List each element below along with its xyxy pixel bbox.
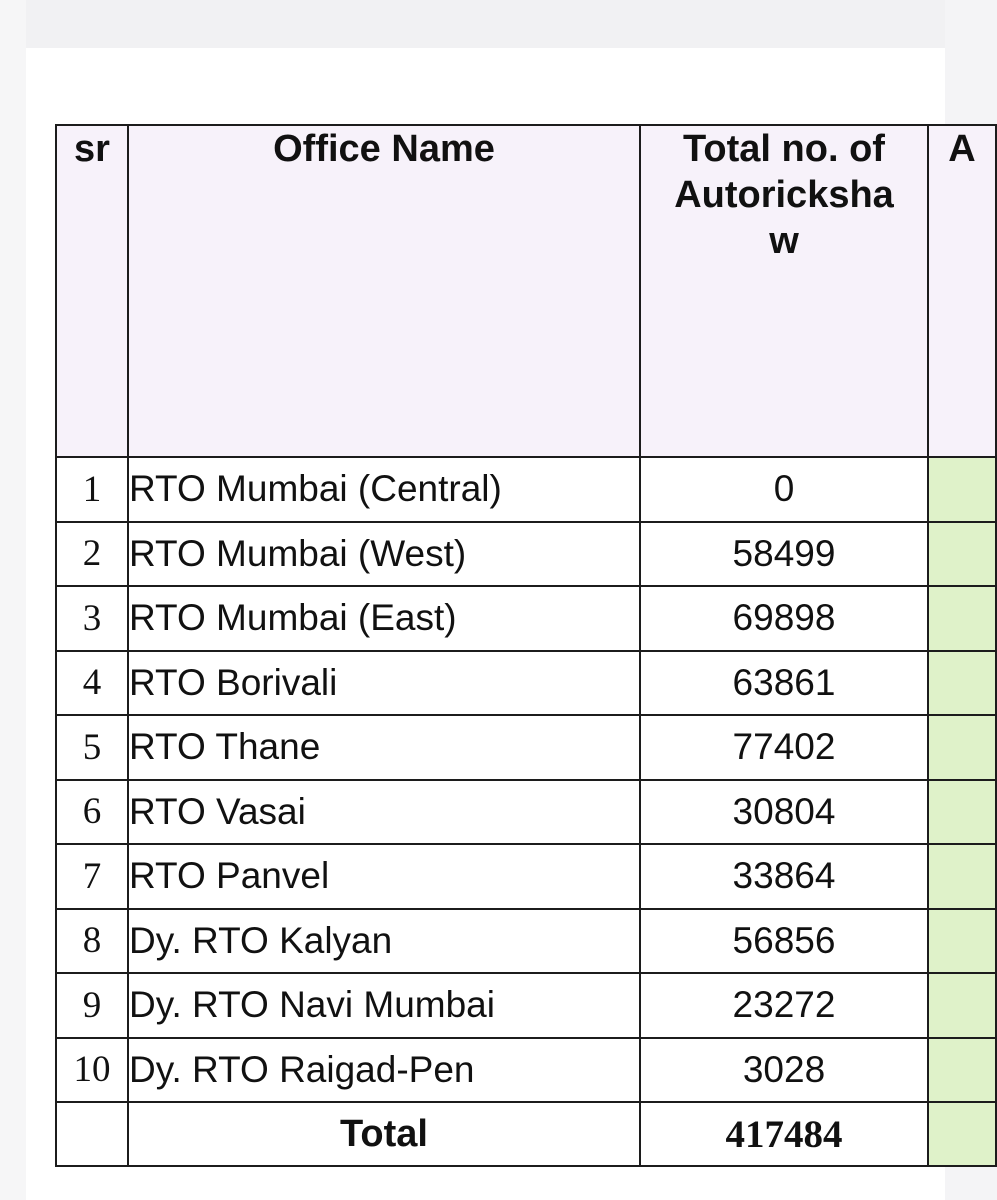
table-row xyxy=(56,780,996,845)
total-value-cell: 417484 xyxy=(640,1102,928,1166)
total-row xyxy=(56,1102,996,1166)
row-cut-off-cell xyxy=(928,586,996,651)
header-total-autorickshaw xyxy=(640,125,928,457)
row-sr-cell: 3 xyxy=(56,586,128,651)
row-autorickshaw-count-cell: 0 xyxy=(640,457,928,522)
row-sr-cell: 1 xyxy=(56,457,128,522)
row-cut-off-cell xyxy=(928,909,996,974)
header-total-line-3: w xyxy=(769,220,799,262)
table-row xyxy=(56,522,996,587)
total-sr-cell xyxy=(56,1102,128,1166)
row-sr-cell: 10 xyxy=(56,1038,128,1103)
header-cut-off-column: A xyxy=(928,125,996,457)
row-autorickshaw-count-cell: 3028 xyxy=(640,1038,928,1103)
page-left-margin xyxy=(0,0,26,1200)
row-sr-cell: 8 xyxy=(56,909,128,974)
row-office-name-cell: Dy. RTO Navi Mumbai xyxy=(128,973,640,1038)
header-total-line-1: Total no. of xyxy=(683,128,885,170)
table-row xyxy=(56,909,996,974)
row-office-name-cell: RTO Mumbai (East) xyxy=(128,586,640,651)
row-office-name-cell: RTO Mumbai (Central) xyxy=(128,457,640,522)
row-cut-off-cell xyxy=(928,457,996,522)
table-row xyxy=(56,1038,996,1103)
row-autorickshaw-count-cell: 63861 xyxy=(640,651,928,716)
row-autorickshaw-count-cell: 58499 xyxy=(640,522,928,587)
row-autorickshaw-count-cell: 30804 xyxy=(640,780,928,845)
row-office-name-cell: Dy. RTO Raigad-Pen xyxy=(128,1038,640,1103)
row-autorickshaw-count-cell: 23272 xyxy=(640,973,928,1038)
table-row xyxy=(56,715,996,780)
page-top-margin xyxy=(0,0,945,48)
header-office-name: Office Name xyxy=(128,125,640,457)
row-office-name-cell: RTO Panvel xyxy=(128,844,640,909)
row-autorickshaw-count-cell: 77402 xyxy=(640,715,928,780)
row-cut-off-cell xyxy=(928,780,996,845)
row-cut-off-cell xyxy=(928,973,996,1038)
total-cut-off-cell xyxy=(928,1102,996,1166)
row-cut-off-cell xyxy=(928,715,996,780)
table-row xyxy=(56,586,996,651)
total-label-cell: Total xyxy=(128,1102,640,1166)
row-sr-cell: 6 xyxy=(56,780,128,845)
autorickshaw-count-table xyxy=(55,124,997,1167)
row-sr-cell: 2 xyxy=(56,522,128,587)
row-office-name-cell: RTO Vasai xyxy=(128,780,640,845)
row-autorickshaw-count-cell: 56856 xyxy=(640,909,928,974)
row-office-name-cell: RTO Borivali xyxy=(128,651,640,716)
row-sr-cell: 4 xyxy=(56,651,128,716)
row-sr-cell: 5 xyxy=(56,715,128,780)
table-row xyxy=(56,457,996,522)
header-sr: sr xyxy=(56,125,128,457)
row-cut-off-cell xyxy=(928,1038,996,1103)
row-autorickshaw-count-cell: 69898 xyxy=(640,586,928,651)
header-row xyxy=(56,125,996,457)
row-office-name-cell: RTO Thane xyxy=(128,715,640,780)
row-office-name-cell: Dy. RTO Kalyan xyxy=(128,909,640,974)
header-total-line-2: Autoricksha xyxy=(674,174,894,216)
table-row xyxy=(56,651,996,716)
table-row xyxy=(56,844,996,909)
row-cut-off-cell xyxy=(928,651,996,716)
table-row xyxy=(56,973,996,1038)
row-sr-cell: 9 xyxy=(56,973,128,1038)
row-office-name-cell: RTO Mumbai (West) xyxy=(128,522,640,587)
row-cut-off-cell xyxy=(928,844,996,909)
row-autorickshaw-count-cell: 33864 xyxy=(640,844,928,909)
row-cut-off-cell xyxy=(928,522,996,587)
table-body xyxy=(56,457,996,1166)
row-sr-cell: 7 xyxy=(56,844,128,909)
